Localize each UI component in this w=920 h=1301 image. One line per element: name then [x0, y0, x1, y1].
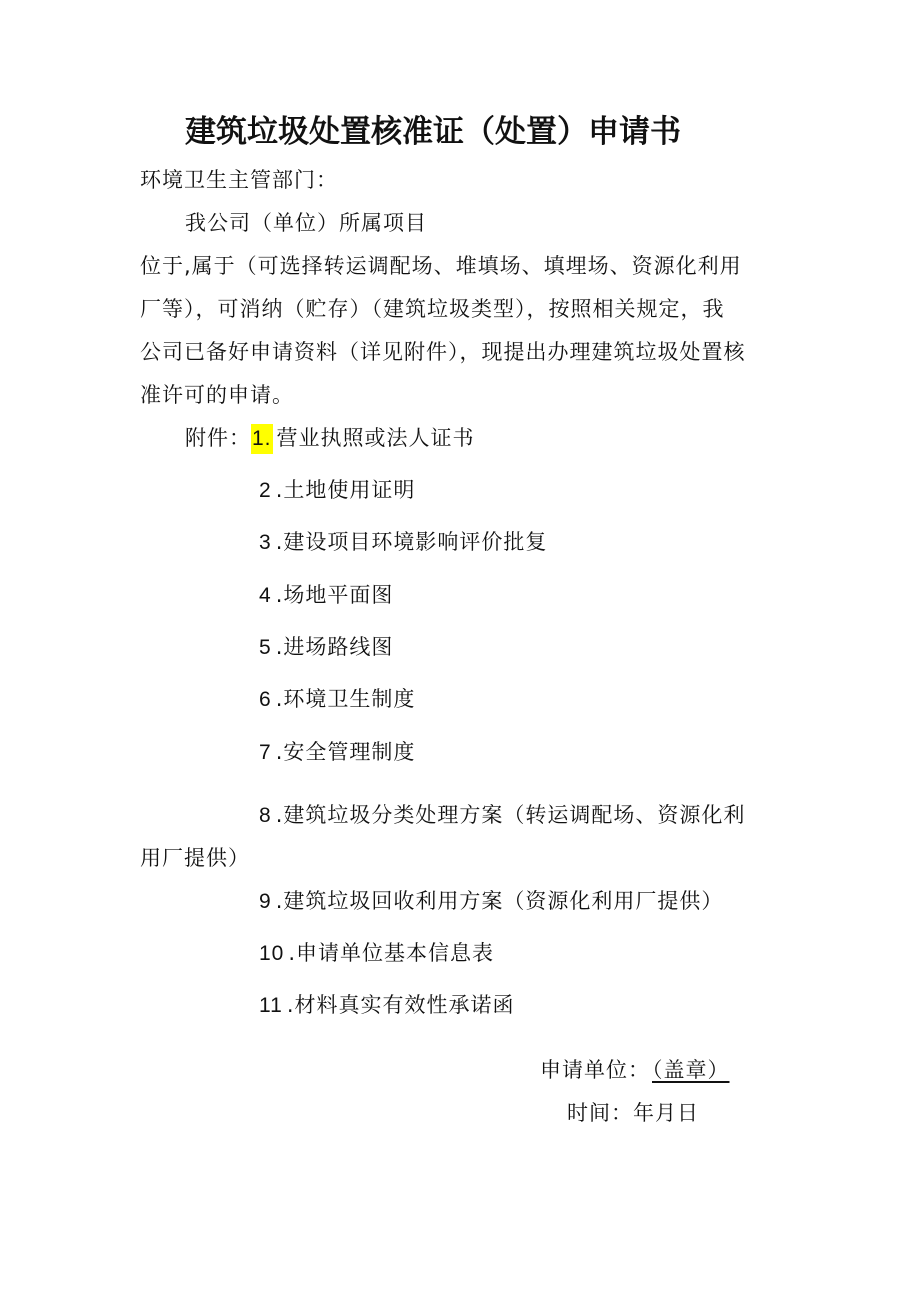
attachment-number: 1.: [251, 424, 273, 454]
attachment-number: 2: [259, 479, 272, 502]
attachment-text: 营业执照或法人证书: [276, 426, 475, 450]
application-date: 时间：年月日: [567, 1101, 699, 1125]
body-line-4: 公司已备好申请资料（详见附件），现提出办理建筑垃圾处置核: [140, 340, 746, 364]
attachment-item-5: [259, 632, 393, 663]
attachment-number: 7: [259, 741, 272, 764]
attachment-item-3: [259, 527, 547, 558]
document-title: 建筑垃圾处置核准证（处置）申请书: [185, 114, 681, 150]
attachment-text: .场地平面图: [275, 583, 394, 607]
attachment-item-9: [259, 886, 723, 917]
body-line-3: 厂等），可消纳（贮存）（建筑垃圾类型），按照相关规定，我: [140, 297, 725, 321]
attachment-number: 8: [259, 804, 272, 827]
attachment-text: .进场路线图: [275, 635, 394, 659]
attachment-text: .安全管理制度: [275, 740, 416, 764]
attachment-number: 11: [259, 994, 283, 1017]
attachment-item-2: [259, 475, 415, 506]
attachment-item-10: [259, 938, 494, 969]
attachment-number: 10: [259, 942, 285, 965]
attachment-item-1: [185, 423, 475, 454]
body-line-1: 我公司（单位）所属项目: [185, 211, 427, 235]
addressee: 环境卫生主管部门：: [140, 168, 338, 192]
body-line-5: 准许可的申请。: [140, 383, 294, 407]
seal-placeholder: （盖章）: [652, 1058, 730, 1082]
attachment-number: 6: [259, 688, 272, 711]
body-line-2: 位于,属于（可选择转运调配场、堆填场、填埋场、资源化利用: [140, 254, 742, 278]
attachment-text: .环境卫生制度: [275, 687, 416, 711]
attachment-number: 3: [259, 531, 272, 554]
attachment-number: 4: [259, 584, 272, 607]
attachment-text: .建设项目环境影响评价批复: [275, 530, 548, 554]
attachment-text: .申请单位基本信息表: [288, 941, 495, 965]
attachment-text: .建筑垃圾回收利用方案（资源化利用厂提供）: [275, 889, 724, 913]
attachment-number: 5: [259, 636, 272, 659]
attachment-item-6: [259, 684, 415, 715]
attachment-item-7: [259, 737, 415, 768]
attachment-item-8-continuation: 用厂提供）: [140, 846, 250, 870]
attachment-item-11: [259, 990, 515, 1021]
attachment-item-4: [259, 580, 393, 611]
attachment-item-8: [259, 800, 745, 831]
attachment-text: .土地使用证明: [275, 478, 416, 502]
attachment-text: .建筑垃圾分类处理方案（转运调配场、资源化利: [275, 803, 746, 827]
attachments-label: 附件：: [185, 426, 251, 450]
attachment-number: 9: [259, 890, 272, 913]
applicant-signature: [540, 1055, 732, 1085]
applicant-unit-label: 申请单位：: [540, 1058, 650, 1082]
attachment-text: .材料真实有效性承诺函: [286, 993, 515, 1017]
